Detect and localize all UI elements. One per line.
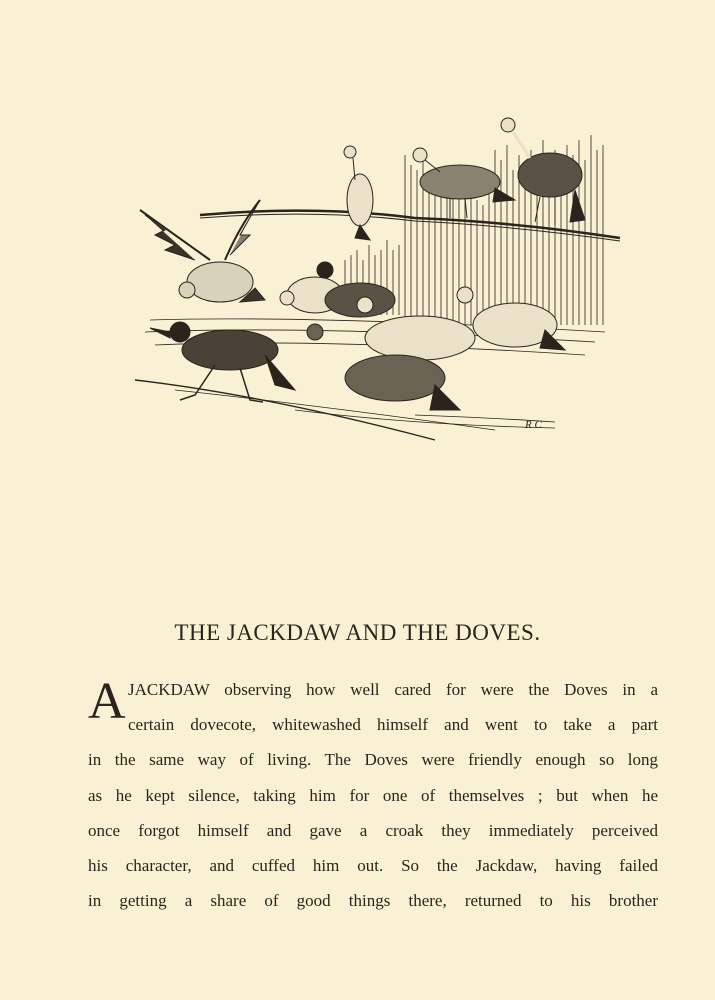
perched-dove-1 [344, 146, 373, 240]
fable-line-4: as he kept silence, taking him for one of themselves ; but when he [88, 785, 658, 805]
perched-dove-2 [413, 148, 515, 218]
fable-line-2: certain dovecote, whitewashed himself and went to take a part [128, 715, 658, 735]
fable-body [88, 672, 658, 918]
ground-doves [280, 262, 565, 410]
fable-title: THE JACKDAW AND THE DOVES. [174, 620, 541, 645]
drop-cap: A [88, 673, 126, 730]
fable-line-5: once forgot himself and gave a croak they immediately perceived [88, 820, 658, 840]
jackdaw-doves-illustration [115, 110, 625, 460]
artist-signature: R C [525, 419, 542, 431]
fable-line-7: in getting a share of good things there, returned to his brother [88, 891, 658, 911]
fable-line-text: JACKDAW observing how well cared for were the Doves in a [128, 680, 658, 699]
jackdaw [150, 322, 295, 402]
fable-line-6: his character, and cuffed him out. So the Jackdaw, having failed [88, 855, 658, 875]
fable-line-3: in the same way of living. The Doves were friendly enough so long [88, 750, 658, 770]
